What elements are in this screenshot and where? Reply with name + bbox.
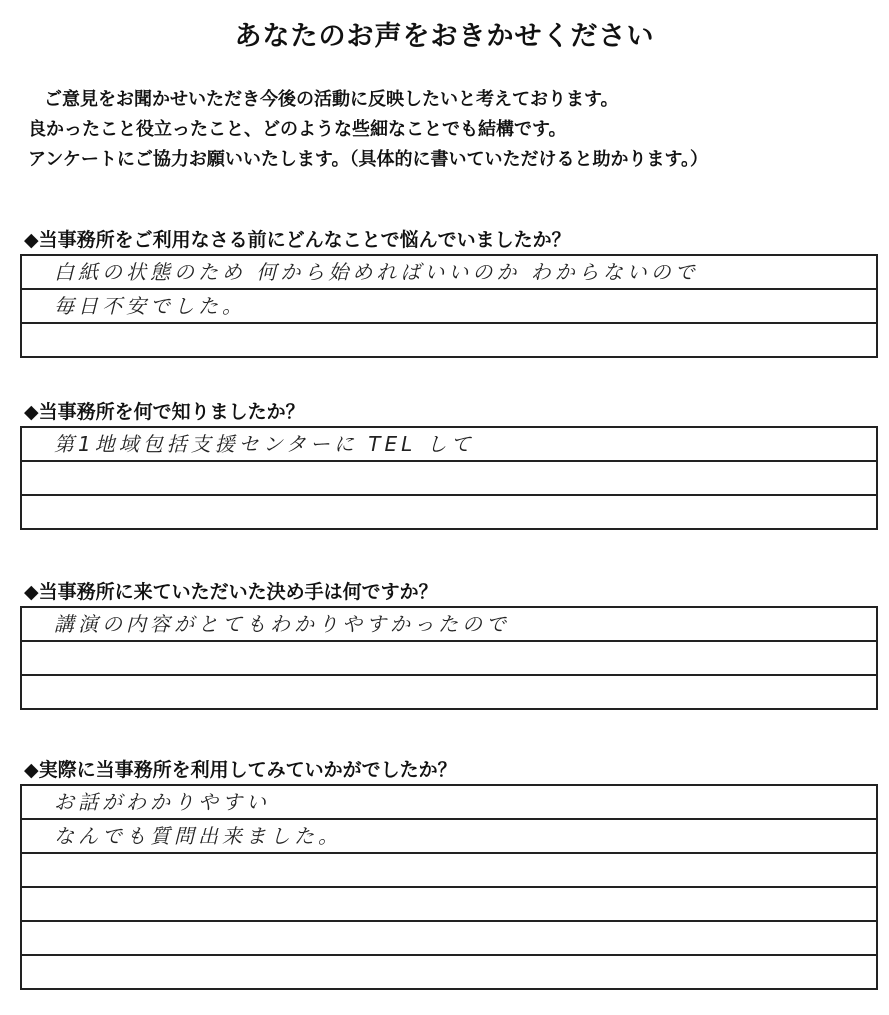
intro-line: 良かったこと役立ったこと、どのような些細なことでも結構です。 (28, 119, 567, 140)
answer-line[interactable] (22, 956, 876, 990)
question-4 (20, 756, 878, 990)
question-label: ◆当事務所をご利用なさる前にどんなことで悩んでいましたか？ (24, 229, 571, 251)
answer-box (20, 784, 878, 990)
answer-line[interactable]: 第1地域包括支援センターに TEL して (22, 428, 876, 462)
answer-line[interactable] (22, 462, 876, 496)
question-label: ◆当事務所を何で知りましたか？ (24, 401, 305, 423)
intro-line: ご意見をお聞かせいただき今後の活動に反映したいと考えております。 (44, 89, 619, 110)
intro-line: アンケートにご協力お願いいたします。（具体的に書いていただけると助かります。） (28, 149, 709, 170)
answer-box (20, 426, 878, 530)
answer-box (20, 254, 878, 358)
question-3 (20, 578, 878, 710)
answer-line[interactable] (22, 888, 876, 922)
answer-line[interactable] (22, 922, 876, 956)
answer-line[interactable] (22, 496, 876, 530)
answer-line[interactable]: 白紙の状態のため 何から始めればいいのか わからないので (22, 256, 876, 290)
page-title: あなたのお声をおきかせください (234, 21, 655, 52)
question-2 (20, 398, 878, 530)
answer-line[interactable]: お話がわかりやすい (22, 786, 876, 820)
question-label: ◆当事務所に来ていただいた決め手は何ですか？ (24, 581, 438, 603)
answer-line[interactable] (22, 854, 876, 888)
intro-text (28, 85, 878, 175)
answer-line[interactable]: なんでも質問出来ました。 (22, 820, 876, 854)
answer-line[interactable] (22, 324, 876, 358)
answer-line[interactable] (22, 676, 876, 710)
question-1 (20, 226, 878, 358)
answer-line[interactable] (22, 642, 876, 676)
answer-line[interactable]: 講演の内容がとてもわかりやすかったので (22, 608, 876, 642)
answer-box (20, 606, 878, 710)
question-label: ◆実際に当事務所を利用してみていかがでしたか？ (24, 759, 457, 781)
answer-line[interactable]: 毎日不安でした。 (22, 290, 876, 324)
